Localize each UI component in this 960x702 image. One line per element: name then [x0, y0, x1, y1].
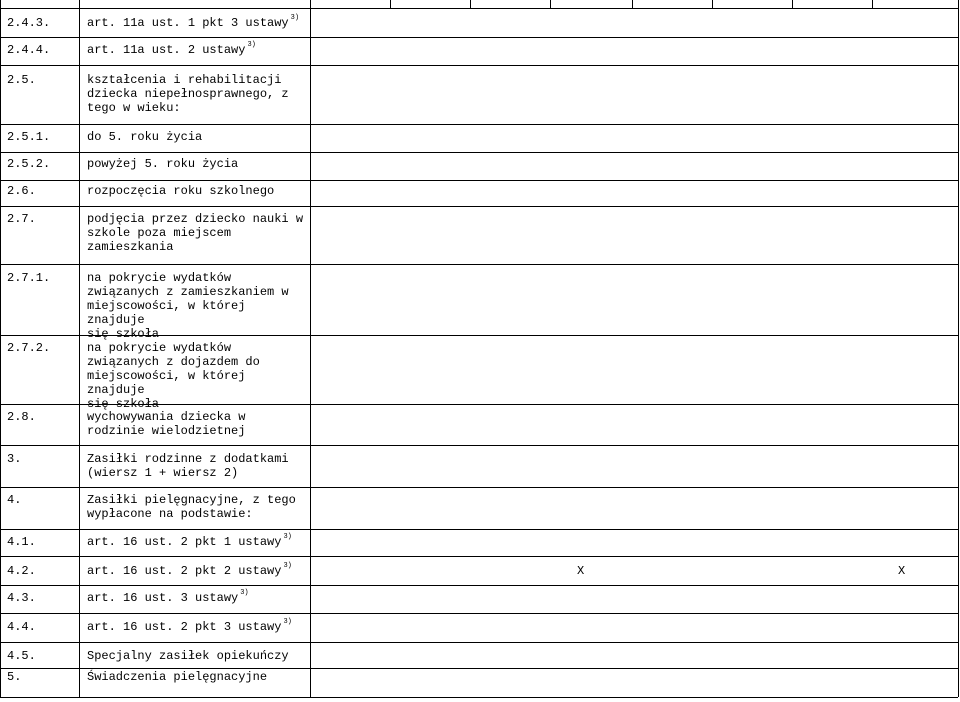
row-divider [0, 264, 958, 265]
row-number: 2.5.1. [7, 130, 51, 144]
footnote-marker: 3) [247, 41, 256, 49]
header-divider [470, 0, 471, 8]
row-divider [0, 487, 958, 488]
row-label-text: art. 16 ust. 2 pkt 2 ustawy [87, 564, 282, 578]
footnote-marker: 3) [240, 589, 249, 597]
row-label-text: art. 16 ust. 2 pkt 1 ustawy [87, 535, 282, 549]
row-divider [0, 556, 958, 557]
row-label-text: do 5. roku życia [87, 130, 203, 144]
row-label [87, 130, 309, 144]
row-number: 4. [7, 493, 22, 507]
column-divider [958, 0, 959, 697]
row-label [87, 16, 309, 30]
row-divider [0, 697, 958, 698]
column-divider [0, 0, 1, 697]
footnote-marker: 3) [283, 618, 292, 626]
row-divider [0, 445, 958, 446]
row-label [87, 591, 309, 605]
row-label [87, 410, 309, 438]
row-divider [0, 65, 958, 66]
row-divider [0, 124, 958, 125]
row-label-text: Świadczenia pielęgnacyjne [87, 670, 268, 684]
column-divider [310, 0, 311, 697]
header-divider [390, 0, 391, 8]
cross-mark-b: X [898, 564, 906, 578]
row-label-text: powyżej 5. roku życia [87, 157, 239, 171]
footnote-marker: 3) [283, 533, 292, 541]
header-divider [310, 0, 311, 8]
row-label-text: rozpoczęcia roku szkolnego [87, 184, 275, 198]
row-number: 2.5.2. [7, 157, 51, 171]
row-label [87, 452, 309, 480]
row-divider [0, 613, 958, 614]
row-label-text: kształcenia i rehabilitacji dziecka niepełnosprawnego, z tego w wieku: [87, 73, 289, 115]
header-divider [632, 0, 633, 8]
row-number: 4.4. [7, 620, 36, 634]
row-label [87, 212, 309, 254]
row-label-text: Specjalny zasiłek opiekuńczy [87, 649, 289, 663]
row-label-text: na pokrycie wydatków związanych z dojazdem do miejscowości, w której znajduje się szkoła [87, 341, 260, 411]
footnote-marker: 3) [283, 562, 292, 570]
header-divider [958, 0, 959, 8]
row-label [87, 157, 309, 171]
row-label-text: Zasiłki rodzinne z dodatkami (wiersz 1 + wiersz 2) [87, 452, 289, 480]
cross-mark-a: X [577, 564, 585, 578]
row-label-text: na pokrycie wydatków związanych z zamieszkaniem w miejscowości, w której znajduje się szkoła [87, 271, 289, 341]
column-divider [79, 0, 80, 697]
row-label [87, 73, 309, 115]
row-label [87, 649, 309, 663]
row-divider [0, 668, 958, 669]
row-number: 2.4.3. [7, 16, 51, 30]
row-number: 2.7. [7, 212, 36, 226]
row-label-text: art. 11a ust. 2 ustawy [87, 43, 246, 57]
row-number: 3. [7, 452, 22, 466]
row-number: 2.7.1. [7, 271, 51, 285]
row-label-text: art. 16 ust. 2 pkt 3 ustawy [87, 620, 282, 634]
row-label [87, 535, 309, 549]
row-label [87, 493, 309, 521]
row-label [87, 271, 309, 341]
row-label-text: art. 16 ust. 3 ustawy [87, 591, 239, 605]
row-label [87, 184, 309, 198]
header-divider [712, 0, 713, 8]
row-divider [0, 642, 958, 643]
row-number: 2.5. [7, 73, 36, 87]
row-number: 4.3. [7, 591, 36, 605]
header-divider [872, 0, 873, 8]
row-number: 2.8. [7, 410, 36, 424]
row-number: 2.6. [7, 184, 36, 198]
row-label-text: art. 11a ust. 1 pkt 3 ustawy [87, 16, 289, 30]
footnote-marker: 3) [290, 14, 300, 22]
row-divider [0, 585, 958, 586]
row-number: 5. [7, 670, 22, 684]
row-divider [0, 529, 958, 530]
row-label [87, 564, 309, 578]
row-label-text: podjęcia przez dziecko nauki w szkole poza miejscem zamieszkania [87, 212, 304, 254]
row-label [87, 620, 309, 634]
row-number: 4.2. [7, 564, 36, 578]
row-number: 2.7.2. [7, 341, 51, 355]
row-number: 4.1. [7, 535, 36, 549]
header-divider [792, 0, 793, 8]
row-divider [0, 206, 958, 207]
row-label [87, 43, 309, 57]
row-label [87, 670, 309, 684]
row-number: 4.5. [7, 649, 36, 663]
row-divider [0, 180, 958, 181]
row-divider [0, 8, 958, 9]
row-number: 2.4.4. [7, 43, 51, 57]
row-divider [0, 37, 958, 38]
header-divider [550, 0, 551, 8]
row-divider [0, 152, 958, 153]
row-label-text: Zasiłki pielęgnacyjne, z tego wypłacone na podstawie: [87, 493, 296, 521]
row-label-text: wychowywania dziecka w rodzinie wielodzietnej [87, 410, 246, 438]
row-label [87, 341, 309, 411]
